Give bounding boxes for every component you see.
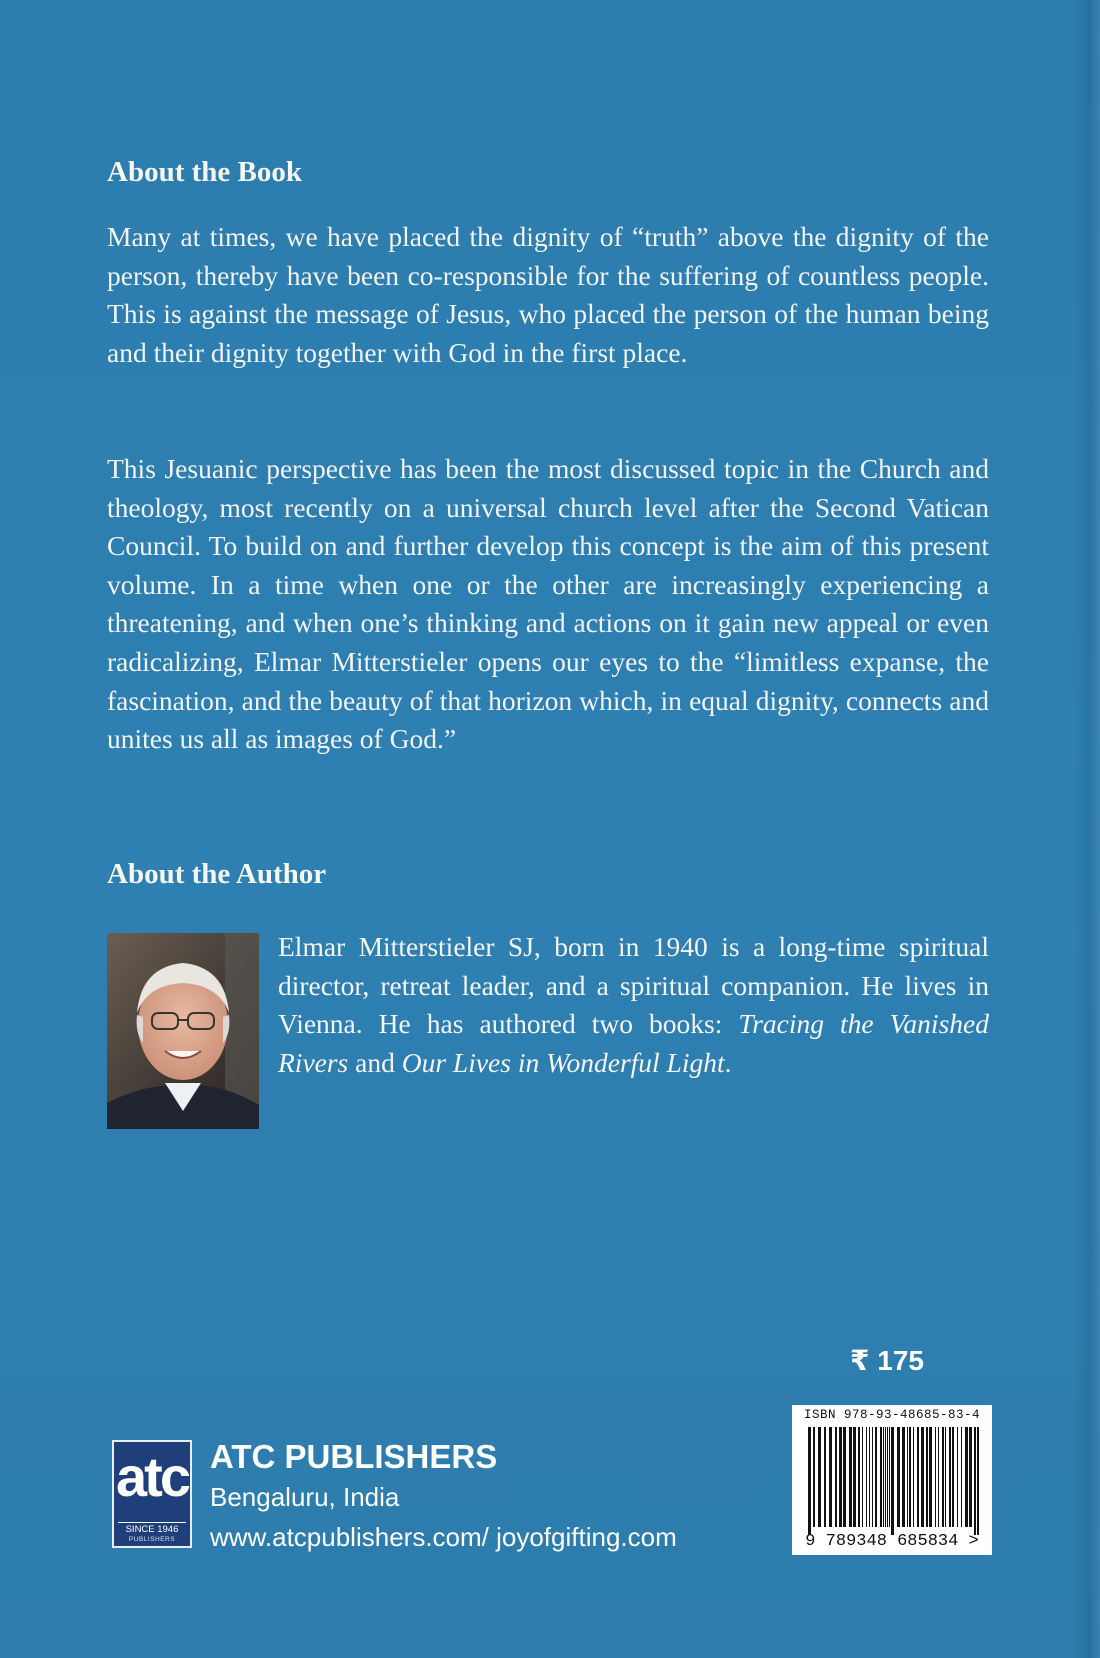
barcode-bar (917, 1427, 919, 1527)
logo-letters: atc (116, 1445, 188, 1508)
barcode-bar (938, 1427, 939, 1527)
about-book-paragraph-2: This Jesuanic perspective has been the most discussed topic in the Church and theology, most recently on a universal church level after the Second Vatican Council. To build on and further develop this concept is the aim of this present volume. In a time when one or the other are increasingly experiencing a threatening, and when one’s thinking and actions on it gain new appeal or even radicalizing, Elmar Mitterstieler opens our eyes to the “limitless expanse, the fascination, and the beauty of that horizon which, in equal dignity, connects and unites us all as images of God.” (107, 453, 989, 755)
price-label: ₹ 175 (850, 1345, 924, 1376)
barcode-bar (974, 1427, 976, 1535)
barcode-bar (813, 1427, 815, 1527)
barcode-bar (945, 1427, 946, 1527)
barcode-bar (897, 1427, 900, 1527)
about-author-heading: About the Author (107, 858, 327, 890)
barcode-bar (887, 1427, 888, 1527)
about-book-heading: About the Book (107, 156, 302, 188)
barcode-bar (875, 1427, 877, 1527)
barcode-bar (883, 1427, 884, 1527)
barcode-bar (969, 1427, 972, 1527)
barcode-bar (839, 1427, 842, 1527)
isbn-label: ISBN 978-93-48685-83-4 (803, 1408, 981, 1422)
author-book-title-2: Our Lives in Wonderful Light (401, 1046, 725, 1078)
barcode-bar (885, 1427, 886, 1527)
about-book-paragraph-1: Many at times, we have placed the dignity of “truth” above the dignity of the person, thereby have been co-responsible for the suffering of countless people. This is against the message of Jesus, who placed the person of the human being and their dignity together with God in the first place. (107, 221, 989, 368)
barcode-bar (843, 1427, 846, 1527)
barcode-bar (929, 1427, 932, 1527)
barcode-bar (935, 1427, 936, 1527)
logo-publishers-text: PUBLISHERS (128, 1536, 176, 1543)
isbn-digits: 9 789348 685834 > (805, 1532, 979, 1551)
barcode-bar (902, 1427, 905, 1527)
barcode-bar (889, 1427, 890, 1527)
barcode-bar (835, 1427, 837, 1527)
publisher-website: www.atcpublishers.com/ joyofgifting.com (210, 1522, 677, 1552)
barcode-bar (961, 1427, 962, 1527)
barcode-bar (862, 1427, 863, 1527)
barcode-bar (921, 1427, 924, 1527)
author-book-title-1: Tracing the Vanished Rivers (278, 1008, 989, 1078)
barcode-bar (869, 1427, 870, 1527)
barcode-bar (965, 1427, 968, 1527)
publisher-city: Bengaluru, India (210, 1482, 400, 1512)
barcode-bar (942, 1427, 944, 1527)
barcode-bar (952, 1427, 954, 1527)
spine-edge-shadow (1074, 0, 1100, 1658)
barcode-bar (872, 1427, 873, 1527)
barcode-bar (849, 1427, 852, 1527)
barcode-bar (866, 1427, 867, 1527)
logo-since-text: SINCE 1946 (118, 1522, 186, 1535)
barcode-bar (957, 1427, 958, 1527)
barcode-bar (818, 1427, 821, 1527)
barcode-bar (949, 1427, 951, 1527)
barcode-bar (808, 1427, 811, 1535)
publisher-name: ATC PUBLISHERS (210, 1438, 498, 1475)
barcode-bar (909, 1427, 911, 1527)
barcode-bar (977, 1427, 979, 1535)
barcode-bar (926, 1427, 928, 1527)
barcode-bar (880, 1427, 882, 1527)
author-bio-end: . (724, 1046, 732, 1078)
barcode-bar (853, 1427, 856, 1527)
author-bio-intro: Elmar Mitterstieler SJ, born in 1940 is a long-time spiritual director, retreat leader, and a spiritual companion. He lives in Vienna. He has authored two books: (278, 931, 989, 1040)
barcode-bar (829, 1427, 832, 1527)
atc-logo (112, 1440, 192, 1548)
barcode-bar (824, 1427, 826, 1527)
barcode-bar (913, 1427, 914, 1527)
author-portrait-illustration (107, 933, 259, 1129)
author-photo (107, 933, 259, 1129)
isbn-barcode (792, 1405, 992, 1555)
barcode-bar (858, 1427, 860, 1527)
author-bio (278, 928, 989, 1082)
barcode-bar (907, 1427, 908, 1527)
barcode-bar (891, 1427, 894, 1535)
author-bio-connector: and (348, 1046, 402, 1078)
